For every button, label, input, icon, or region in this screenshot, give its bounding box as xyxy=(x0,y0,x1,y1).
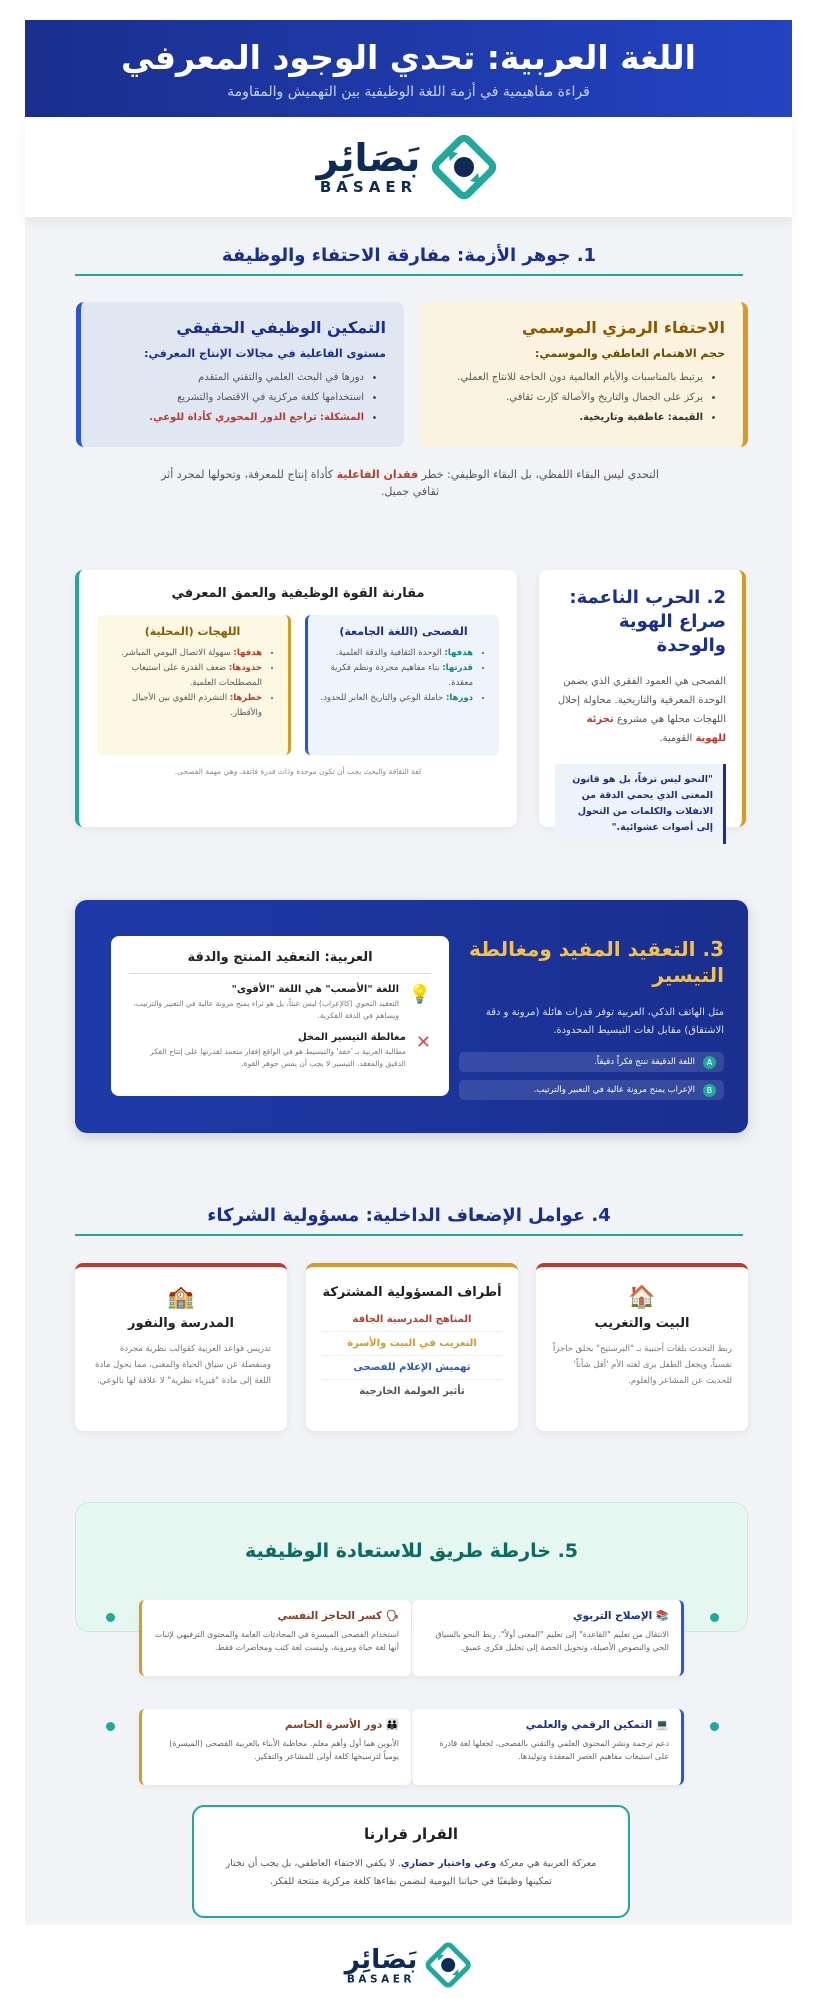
list-item: • دورها في البحث العلمي والتقني المتقدم xyxy=(99,368,364,388)
card-text: الأبوين هما أول وأهم معلم. مخاطبة الأبناء بالعربية الفصحى (الميسرة) يومياً لترسيخها كلغة أولى للمشاعر والتفكير. xyxy=(169,1739,399,1761)
list-item: • القيمة: عاطفية وتاريخية. xyxy=(438,408,703,428)
logo-arabic-text: بَصَائِر xyxy=(344,1943,418,1975)
roadmap-card-education xyxy=(412,1600,684,1676)
list-item: • هدفها: الوحدة الثقافية والدقة العلمية. xyxy=(320,646,473,661)
dialects-column xyxy=(97,615,291,755)
item-text: التعقيد النحوي (كالإعراب) ليس عبثاً، بل هو ثراء يمنح مرونة عالية في التعبير والترتيب، ويساهم في الدقة الفكرية. xyxy=(133,999,399,1020)
roadmap-card-digital xyxy=(412,1709,684,1785)
fusha-column xyxy=(305,615,499,755)
card-title: المدرسة والنفور xyxy=(128,1316,234,1331)
card-title: أطراف المسؤولية المشتركة xyxy=(322,1285,502,1300)
list-item: • استخدامها كلغة مركزية في الاقتصاد والتشريع xyxy=(99,388,364,408)
card-title: 💻 التمكين الرقمي والعلمي xyxy=(525,1719,669,1731)
timeline-dot xyxy=(710,1722,719,1731)
complexity-card-title: العربية: التعقيد المنتج والدقة xyxy=(129,950,431,974)
decision-card xyxy=(192,1805,630,1918)
section5-title: 5. خارطة طريق للاستعادة الوظيفية xyxy=(244,1540,579,1562)
point-pill: A اللغة الدقيقة تنتج فكراً دقيقاً. xyxy=(459,1052,724,1072)
logo-area xyxy=(25,117,792,217)
card-text: تدريس قواعد العربية كقوالب نظرية مجردة ومنفصلة عن سياق الحياة والمعنى، مما يحول مادة اللغة إلى مادة "فيزياء نظرية" لا علاقة لها بالوعي. xyxy=(95,1344,271,1386)
logo-mark-icon xyxy=(423,1940,473,1990)
responsibility-item: المناهج المدرسية الجافة xyxy=(322,1308,502,1332)
responsibility-item: التغريب في البيت والأسرة xyxy=(322,1332,502,1356)
roadmap-card-psychological xyxy=(139,1600,411,1676)
responsibility-item: تأثير العولمة الخارجية xyxy=(359,1386,465,1397)
section1-note: التحدي ليس البقاء اللفظي، بل البقاء الوظيفي: خطر فقدان الفاعلية كأداة إنتاج للمعرفة، وتحولها لمجرد أثر ثقافي جميل. xyxy=(161,468,659,498)
school-aversion-card xyxy=(75,1263,287,1431)
timeline-dot xyxy=(710,1613,719,1622)
responsibility-item: تهميش الإعلام للفصحى xyxy=(322,1356,502,1380)
page-header xyxy=(25,20,792,117)
list-item: • يرتبط بالمناسبات والأيام العالمية دون الحاجة للانتاج العملي. xyxy=(438,368,703,388)
dialects-title: اللهجات (المحلية) xyxy=(144,625,241,638)
symbolic-card-subtitle: حجم الاهتمام العاطفي والموسمي: xyxy=(535,347,725,360)
card-text: ربط التحدث بلغات أجنبية بـ "البرستيج" يخلق حاجزاً نفسياً، ويجعل الطفل يرى لغته الأم 'أقل شأناً' للحديث عن المشاعر والعلوم. xyxy=(552,1344,732,1386)
functional-empowerment-card xyxy=(76,302,404,447)
timeline-dot xyxy=(106,1722,115,1731)
bulb-icon: 💡 xyxy=(408,984,431,1005)
footer-logo xyxy=(0,1935,818,1995)
list-item: • خطرها: التشرذم اللغوي بين الأجيال والأقطار. xyxy=(109,691,262,721)
list-item: • قدرتها: بناء مفاهيم مجردة ونظم فكرية معقدة. xyxy=(320,661,473,691)
page-title: اللغة العربية: تحدي الوجود المعرفي xyxy=(121,38,696,77)
list-item: • هدفها: سهولة الاتصال اليومي المباشر. xyxy=(109,646,262,661)
symbolic-celebration-card xyxy=(420,302,748,447)
complexity-section xyxy=(75,900,748,1133)
shared-responsibility-card xyxy=(306,1263,518,1431)
logo-mark-icon xyxy=(428,131,500,203)
fusha-title: الفصحى (اللغة الجامعة) xyxy=(339,625,468,638)
section1-title: 1. جوهر الأزمة: مفارقة الاحتفاء والوظيفة xyxy=(75,245,743,276)
timeline-dot xyxy=(106,1613,115,1622)
card-title: 👪 دور الأسرة الحاسم xyxy=(284,1719,399,1731)
home-westernization-card xyxy=(536,1263,748,1431)
list-item: • يركز على الجمال والتاريخ والأصالة كإرث ثقافي. xyxy=(438,388,703,408)
card-title: 🗣 كسر الحاجز النفسي xyxy=(277,1610,399,1622)
cross-icon: ✕ xyxy=(415,1032,431,1053)
comparison-footnote: لغة الثقافة والبحث يجب أن تكون موحدة وذات قدرة فائقة، وهي مهمة الفصحى. xyxy=(174,767,422,776)
card-text: استخدام الفصحى الميسرة في المحادثات العامة والمحتوى الترفيهي لإثبات أنها لغة حياة ومرونة، وليست لغة كتب ومحاضرات فقط. xyxy=(154,1630,399,1652)
section2-title: 2. الحرب الناعمة: صراع الهوية والوحدة xyxy=(569,587,726,656)
list-item: • حدودها: ضعف القدرة على استيعاب المصطلحات العلمية. xyxy=(109,661,262,691)
roadmap-card-family xyxy=(139,1709,411,1785)
functional-card-title: التمكين الوظيفي الحقيقي xyxy=(176,318,386,337)
comparison-title: مقارنة القوة الوظيفية والعمق المعرفي xyxy=(171,586,425,601)
list-item: • دورها: حاملة الوعي والتاريخ العابر للحدود. xyxy=(320,691,473,706)
section4-title: 4. عوامل الإضعاف الداخلية: مسؤولية الشركاء xyxy=(75,1205,743,1236)
section3-title: 3. التعقيد المفيد ومغالطة التيسير xyxy=(469,937,724,987)
logo-arabic-text: بَصَائِر xyxy=(316,136,421,180)
house-icon: 🏠 xyxy=(628,1285,656,1310)
item-title: اللغة "الأصعب" هي اللغة "الأقوى" xyxy=(231,984,399,995)
productive-complexity-card xyxy=(111,936,449,1096)
school-icon: 🏫 xyxy=(167,1285,195,1310)
decision-text: معركة العربية هي معركة وعي واختيار حضاري. لا يكفي الاحتفاء العاطفي، بل يجب أن نختار تمكينها وظيفيًا في حياتنا اليومية لنضمن بقاءها كلغة مركزية منتجة للفكر. xyxy=(225,1858,597,1887)
card-title: البيت والتغريب xyxy=(594,1316,690,1331)
page-subtitle: قراءة مفاهيمية في أزمة اللغة الوظيفية بين التهميش والمقاومة xyxy=(227,84,590,100)
soft-war-card xyxy=(539,570,746,833)
grammar-quote: "النحو ليس ترفاً، بل هو قانون المعنى الذي يحمي الدقة من الانفلات والكلمات من التحول إلى أصوات عشوائية." xyxy=(555,764,726,844)
comparison-card xyxy=(75,570,517,827)
section2-body: الفصحى هي العمود الفقري الذي يضمن الوحدة المعرفية والتاريخية. محاولة إحلال اللهجات محلها هي مشروع تجزئة للهوية القومية. xyxy=(557,676,726,744)
item-text: مطالبة العربية بـ 'خفة' والتبسيط هو في الواقع إفقار متعمد لقدرتها على إنتاج الفكر الدقيق والمعقد. التيسير لا يجب أن يمس جوهر القوة. xyxy=(150,1047,406,1068)
logo-latin-text: BASAER xyxy=(319,178,418,196)
item-title: مغالطة التيسير المخل xyxy=(297,1032,406,1043)
functional-card-subtitle: مستوى الفاعلية في مجالات الإنتاج المعرفي: xyxy=(144,347,386,360)
card-title: 📚 الإصلاح التربوي xyxy=(572,1610,669,1622)
card-text: الانتقال من تعليم "القاعدة" إلى تعليم "المعنى أولاً". ربط النحو بالسياق الحي والنصوص الأصيلة، وتحويل الحصة إلى تحليل فكري عميق. xyxy=(435,1630,669,1652)
point-pill: B الإعراب يمنح مرونة عالية في التعبير والترتيب. xyxy=(459,1080,724,1100)
list-item: • المشكلة: تراجع الدور المحوري كأداة للوعي. xyxy=(99,408,364,428)
symbolic-card-title: الاحتفاء الرمزي الموسمي xyxy=(521,318,725,337)
decision-title: القرار قرارنا xyxy=(363,1825,459,1843)
logo-latin-text: BASAER xyxy=(346,1972,416,1986)
card-text: دعم ترجمة ونشر المحتوى العلمي والتقني بالفصحى، لجعلها لغة قادرة على استيعاب مفاهيم العصر المعقدة وتوليدها. xyxy=(439,1739,669,1761)
brand-logo xyxy=(317,131,501,203)
section3-body: مثل الهاتف الذكي، العربية توفر قدرات هائلة (مرونة و دقة الاشتقاق) مقابل لغات التبسيط المحدودة. xyxy=(485,1007,724,1036)
